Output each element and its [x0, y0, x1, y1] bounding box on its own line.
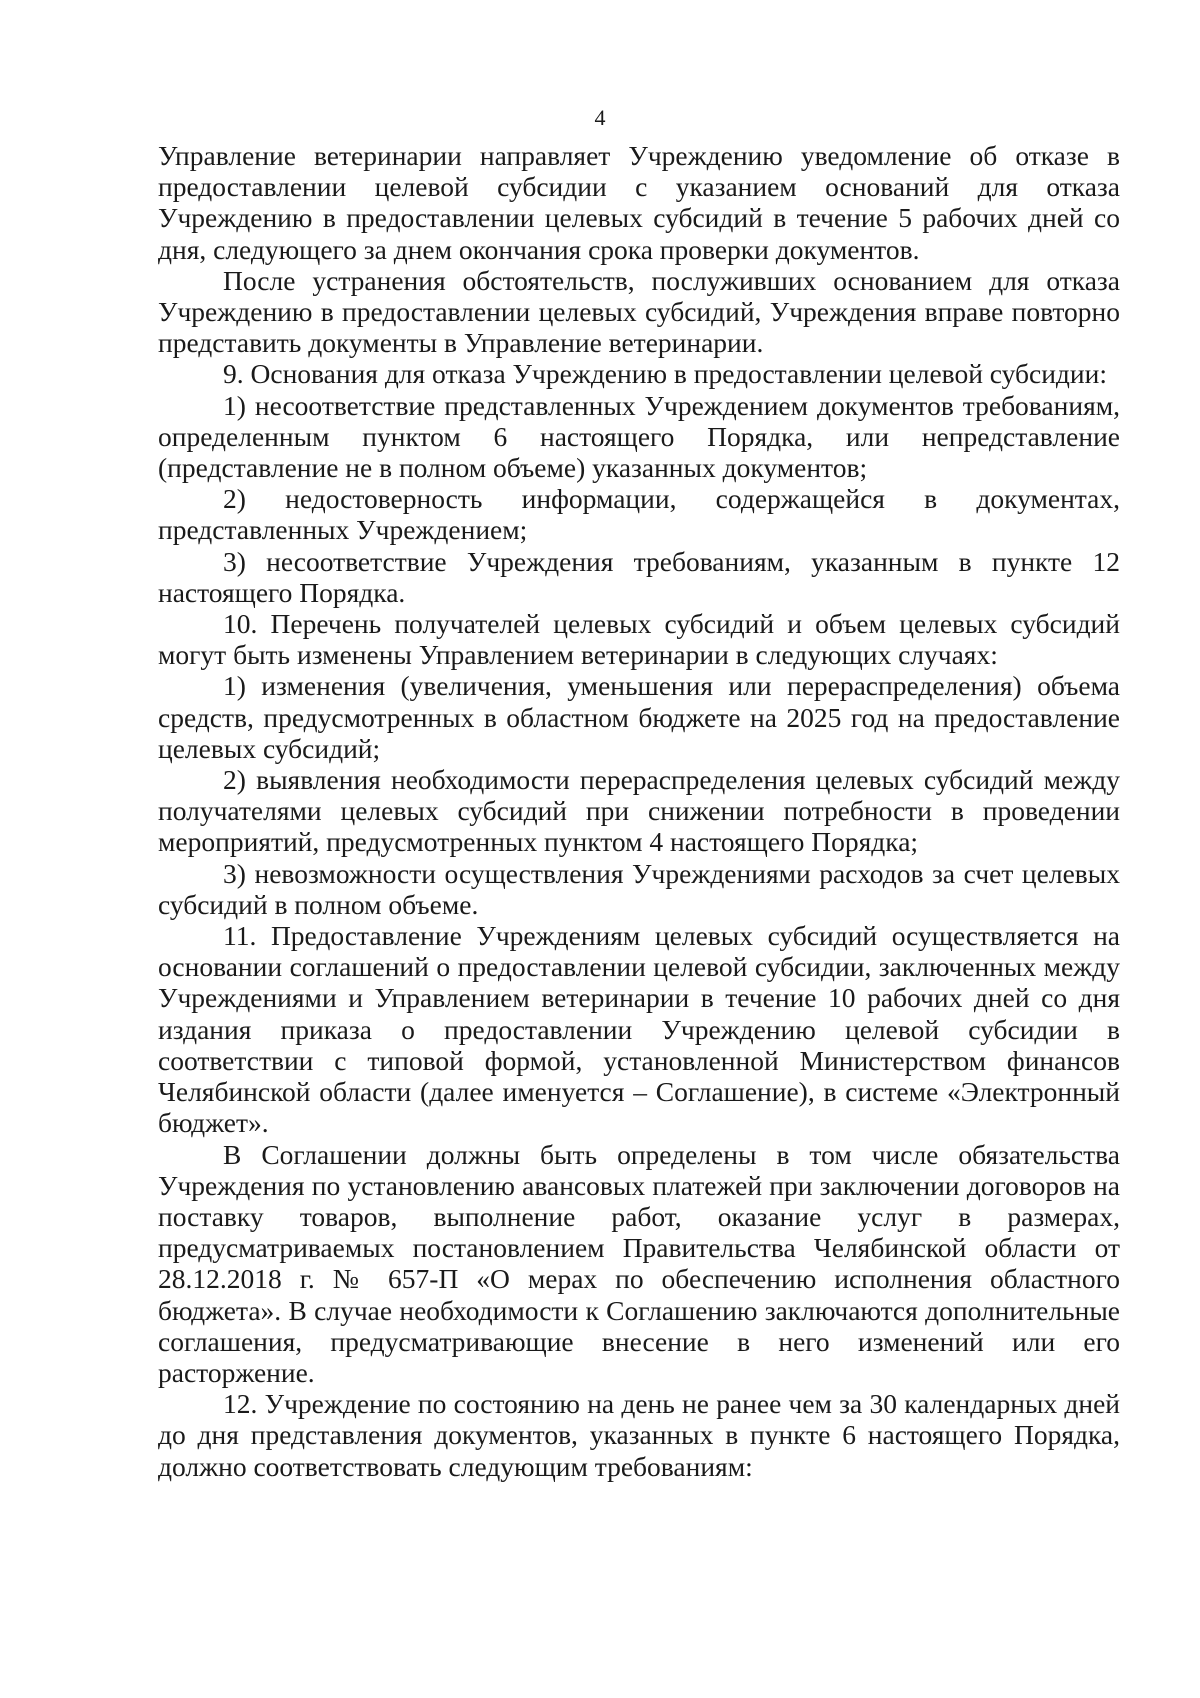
paragraph-item-9-2: 2) недостоверность информации, содержащейся в документах, представленных Учреждением;	[158, 483, 1120, 546]
paragraph-item-10: 10. Перечень получателей целевых субсидий и объем целевых субсидий могут быть изменены Управлением ветеринарии в следующих случаях:	[158, 608, 1120, 671]
paragraph-agreement-obligations: В Соглашении должны быть определены в том числе обязательства Учреждения по установлению авансовых платежей при заключении договоров на поставку товаров, выполнение работ, оказание услуг в размерах, предусматриваемых постановлением Правительства Челябинской области от 28.12.2018 г. № 657-П «О мерах по обеспечению исполнения областного бюджета». В случае необходимости к Соглашению заключаются дополнительные соглашения, предусматривающие внесение в него изменений или его расторжение.	[158, 1138, 1120, 1388]
paragraph-item-9-3: 3) несоответствие Учреждения требованиям, указанным в пункте 12 настоящего Порядка.	[158, 545, 1120, 608]
page-number: 4	[594, 105, 606, 130]
paragraph-item-10-1: 1) изменения (увеличения, уменьшения или перераспределения) объема средств, предусмотренных в областном бюджете на 2025 год на предоставление целевых субсидий;	[158, 670, 1120, 764]
paragraph-refusal-notice: Управление ветеринарии направляет Учреждению уведомление об отказе в предоставлении целевой субсидии с указанием оснований для отказа Учреждению в предоставлении целевых субсидий в течение 5 рабочих дней со дня, следующего за днем окончания срока проверки документов.	[158, 140, 1120, 265]
paragraph-resubmission: После устранения обстоятельств, послуживших основанием для отказа Учреждению в предоставлении целевых субсидий, Учреждения вправе повторно представить документы в Управление ветеринарии.	[158, 264, 1120, 359]
paragraph-item-12: 12. Учреждение по состоянию на день не ранее чем за 30 календарных дней до дня представления документов, указанных в пункте 6 настоящего Порядка, должно соответствовать следующим требованиям:	[158, 1388, 1120, 1482]
paragraph-item-10-3: 3) невозможности осуществления Учреждениями расходов за счет целевых субсидий в полном объеме.	[158, 857, 1120, 920]
paragraph-item-9: 9. Основания для отказа Учреждению в предоставлении целевой субсидии:	[223, 358, 1108, 390]
paragraph-item-10-2: 2) выявления необходимости перераспределения целевых субсидий между получателями целевых субсидий при снижении потребности в проведении мероприятий, предусмотренных пунктом 4 настоящего Порядка;	[158, 764, 1120, 858]
document-body	[158, 140, 1120, 1482]
paragraph-item-9-1: 1) несоответствие представленных Учреждением документов требованиям, определенным пунктом 6 настоящего Порядка, или непредставление (представление не в полном объеме) указанных документов;	[158, 389, 1120, 484]
paragraph-item-11: 11. Предоставление Учреждениям целевых субсидий осуществляется на основании соглашений о предоставлении целевой субсидии, заключенных между Учреждениями и Управлением ветеринарии в течение 10 рабочих дней со дня издания приказа о предоставлении Учреждению целевой субсидии в соответствии с типовой формой, установленной Министерством финансов Челябинской области (далее именуется – Соглашение), в системе «Электронный бюджет».	[158, 920, 1120, 1139]
